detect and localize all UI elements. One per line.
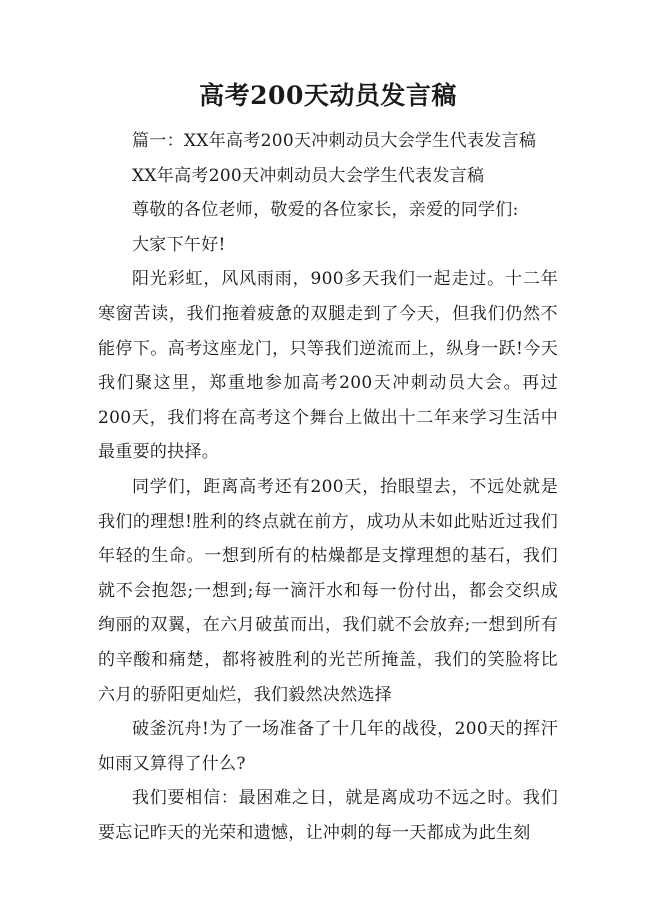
paragraph-greeting: 大家下午好! [132,234,226,255]
paragraph-body-4: 我们要相信：最困难之日，就是离成功不远之时。我们要忘记昨天的光荣和遗憾，让冲刺的每一天都成为此生刻 [98,788,558,843]
paragraph-salutation: 尊敬的各位老师，敬爱的各位家长，亲爱的同学们: [132,200,519,221]
paragraph-body-2: 同学们，距离高考还有200天，抬眼望去，不远处就是我们的理想!胜利的终点就在前方，成功从未如此贴近过我们年轻的生命。一想到所有的枯燥都是支撑理想的基石，我们就不会抱怨;一想到;每一滴汗水和每一份付出，都会交织成绚丽的双翼，在六月破茧而出，我们就不会放弃;一想到所有的辛酸和痛楚，都将被胜利的光芒所掩盖，我们的笑脸将比六月的骄阳更灿烂，我们毅然决然选择 [98,476,558,705]
paragraph-body-3: 破釜沉舟!为了一场准备了十几年的战役，200天的挥汗如雨又算得了什么? [98,719,558,774]
document-page [98,74,558,850]
paragraph-body-1: 阳光彩虹，风风雨雨，900多天我们一起走过。十二年寒窗苦读，我们拖着疲惫的双腿走到了今天，但我们仍然不能停下。高考这座龙门，只等我们逆流而上，纵身一跃!今天我们聚这里，郑重地参加高考200天冲刺动员大会。再过200天，我们将在高考这个舞台上做出十二年来学习生活中最重要的抉择。 [98,269,558,463]
paragraph-section-heading: 篇一：XX年高考200天冲刺动员大会学生代表发言稿 [132,131,537,151]
document-title: 高考200天动员发言稿 [199,81,457,110]
paragraph-speech-title: XX年高考200天冲刺动员大会学生代表发言稿 [132,165,485,186]
